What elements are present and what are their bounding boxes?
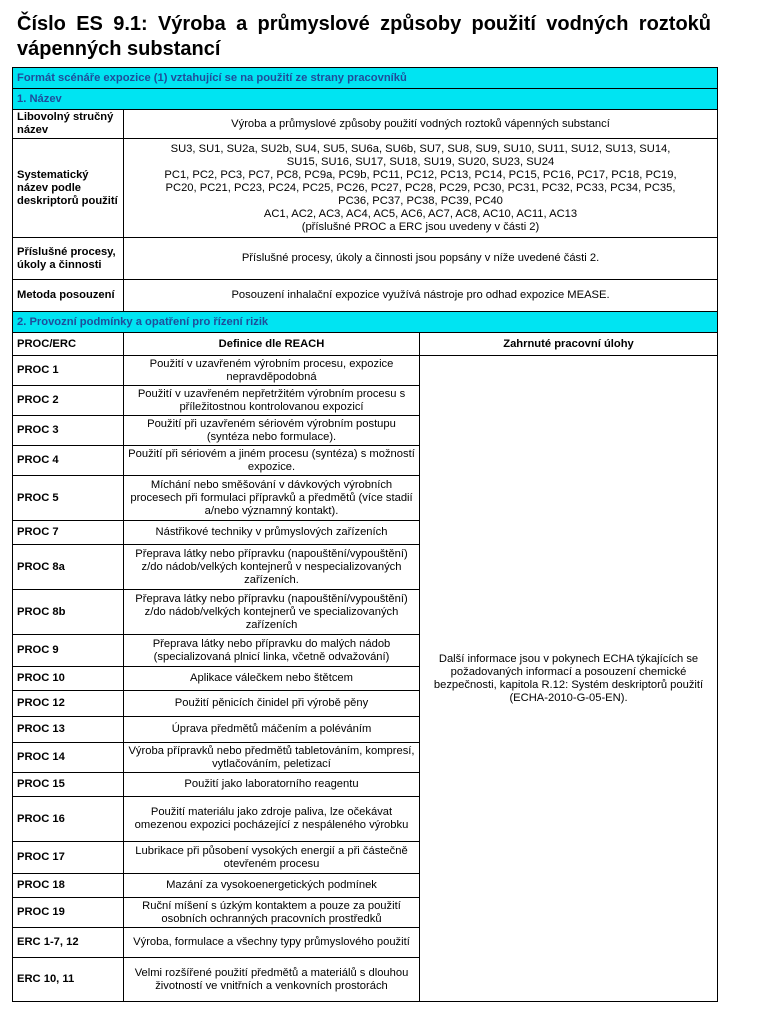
- proc-code: PROC 17: [13, 842, 124, 874]
- proc-definition: Velmi rozšířené použití předmětů a materiálů s dlouhou životností ve vnitřních a venkovních prostorách: [124, 958, 420, 1002]
- exposure-scenario-table: [12, 67, 718, 1002]
- systematic-line: PC1, PC2, PC3, PC7, PC8, PC9a, PC9b, PC11, PC12, PC13, PC14, PC15, PC16, PC17, PC18, PC19,: [164, 168, 677, 181]
- proc-code: PROC 13: [13, 717, 124, 743]
- section2-title: 2. Provozní podmínky a opatření pro řízení rizik: [13, 312, 718, 333]
- method-label: Metoda posouzení: [13, 280, 124, 312]
- systematic-line: SU3, SU1, SU2a, SU2b, SU4, SU5, SU6a, SU6b, SU7, SU8, SU9, SU10, SU11, SU12, SU13, SU14,: [170, 142, 671, 155]
- proc-definition: Přeprava látky nebo přípravku (napouštění/vypouštění) z/do nádob/velkých kontejnerů ve specializovaných zařízeních: [124, 590, 420, 635]
- processes-value: Příslušné procesy, úkoly a činnosti jsou popsány v níže uvedené části 2.: [124, 238, 718, 280]
- systematic-line: PC20, PC21, PC23, PC24, PC25, PC26, PC27, PC28, PC29, PC30, PC31, PC32, PC33, PC34, PC35,: [165, 181, 676, 194]
- systematic-name-row: [13, 139, 718, 238]
- proc-definition: Nástřikové techniky v průmyslových zařízeních: [124, 521, 420, 545]
- proc-definition: Přeprava látky nebo přípravku (napouštění/vypouštění) z/do nádob/velkých kontejnerů v nespecializovaných zařízeních.: [124, 545, 420, 590]
- proc-code: PROC 18: [13, 874, 124, 898]
- systematic-line: PC36, PC37, PC38, PC39, PC40: [338, 194, 503, 207]
- proc-row: [13, 356, 718, 386]
- proc-definition: Výroba, formulace a všechny typy průmyslového použití: [124, 928, 420, 958]
- proc-code: PROC 4: [13, 446, 124, 476]
- document-title: Číslo ES 9.1: Výroba a průmyslové způsoby použití vodných roztoků vápenných substancí: [17, 13, 711, 60]
- systematic-line: AC1, AC2, AC3, AC4, AC5, AC6, AC7, AC8, AC10, AC11, AC13: [263, 207, 578, 220]
- proc-definition: Použití jako laboratorního reagentu: [124, 773, 420, 797]
- proc-code: PROC 3: [13, 416, 124, 446]
- proc-code: PROC 1: [13, 356, 124, 386]
- processes-row: [13, 238, 718, 280]
- section1-title: 1. Název: [13, 89, 718, 110]
- proc-code: PROC 9: [13, 635, 124, 667]
- proc-definition: Výroba přípravků nebo předmětů tabletováním, kompresí, vytlačováním, peletizací: [124, 743, 420, 773]
- short-title-value: Výroba a průmyslové způsoby použití vodných roztoků vápenných substancí: [124, 110, 718, 139]
- proc-code: PROC 8b: [13, 590, 124, 635]
- proc-code: ERC 10, 11: [13, 958, 124, 1002]
- proc-code: PROC 16: [13, 797, 124, 842]
- proc-definition: Použití v uzavřeném výrobním procesu, expozice nepravděpodobná: [124, 356, 420, 386]
- proc-code: PROC 12: [13, 691, 124, 717]
- proc-code: PROC 14: [13, 743, 124, 773]
- systematic-name-label: Systematický název podle deskriptorů použití: [13, 139, 124, 238]
- method-value: Posouzení inhalační expozice využívá nástroje pro odhad expozice MEASE.: [124, 280, 718, 312]
- proc-code: PROC 10: [13, 667, 124, 691]
- proc-definition: Mazání za vysokoenergetických podmínek: [124, 874, 420, 898]
- proc-definition: Ruční míšení s úzkým kontaktem a pouze za použití osobních ochranných pracovních prostředků: [124, 898, 420, 928]
- column-header-proc: PROC/ERC: [13, 333, 124, 356]
- column-header-definition: Definice dle REACH: [124, 333, 420, 356]
- proc-definition: Použití pěnicích činidel při výrobě pěny: [124, 691, 420, 717]
- proc-code: PROC 8a: [13, 545, 124, 590]
- proc-definition: Použití v uzavřeném nepřetržitém výrobním procesu s příležitostnou kontrolovanou expozicí: [124, 386, 420, 416]
- proc-definition: Míchání nebo směšování v dávkových výrobních procesech při formulaci přípravků a předmětů (více stadií a/nebo významný kontakt).: [124, 476, 420, 521]
- proc-code: PROC 19: [13, 898, 124, 928]
- processes-label: Příslušné procesy, úkoly a činnosti: [13, 238, 124, 280]
- proc-definition: Použití materiálu jako zdroje paliva, lze očekávat omezenou expozici pocházející z nespáleného výrobku: [124, 797, 420, 842]
- proc-definition: Úprava předmětů máčením a poléváním: [124, 717, 420, 743]
- format-header-row: [13, 68, 718, 89]
- systematic-name-value: [124, 139, 718, 238]
- tasks-description: Další informace jsou v pokynech ECHA týkajících se požadovaných informací a posouzení chemické bezpečnosti, kapitola R.12: Systém deskriptorů použití (ECHA-2010-G-05-EN).: [420, 356, 718, 1002]
- proc-code: PROC 2: [13, 386, 124, 416]
- proc-code: PROC 7: [13, 521, 124, 545]
- proc-code: ERC 1-7, 12: [13, 928, 124, 958]
- proc-definition: Přeprava látky nebo přípravku do malých nádob (specializovaná plnicí linka, včetně odvažování): [124, 635, 420, 667]
- systematic-line: SU15, SU16, SU17, SU18, SU19, SU20, SU23, SU24: [286, 155, 555, 168]
- short-title-label: Libovolný stručný název: [13, 110, 124, 139]
- column-header-row: [13, 333, 718, 356]
- method-row: [13, 280, 718, 312]
- proc-definition: Použití při uzavřeném sériovém výrobním postupu (syntéza nebo formulace).: [124, 416, 420, 446]
- proc-code: PROC 15: [13, 773, 124, 797]
- proc-definition: Použití při sériovém a jiném procesu (syntéza) s možností expozice.: [124, 446, 420, 476]
- proc-code: PROC 5: [13, 476, 124, 521]
- section2-header-row: [13, 312, 718, 333]
- column-header-tasks: Zahrnuté pracovní úlohy: [420, 333, 718, 356]
- format-header: Formát scénáře expozice (1) vztahující se na použití ze strany pracovníků: [13, 68, 718, 89]
- proc-definition: Lubrikace při působení vysokých energií a při částečně otevřeném procesu: [124, 842, 420, 874]
- systematic-line: (příslušné PROC a ERC jsou uvedeny v části 2): [301, 220, 540, 233]
- short-title-row: [13, 110, 718, 139]
- section1-header-row: [13, 89, 718, 110]
- proc-definition: Aplikace válečkem nebo štětcem: [124, 667, 420, 691]
